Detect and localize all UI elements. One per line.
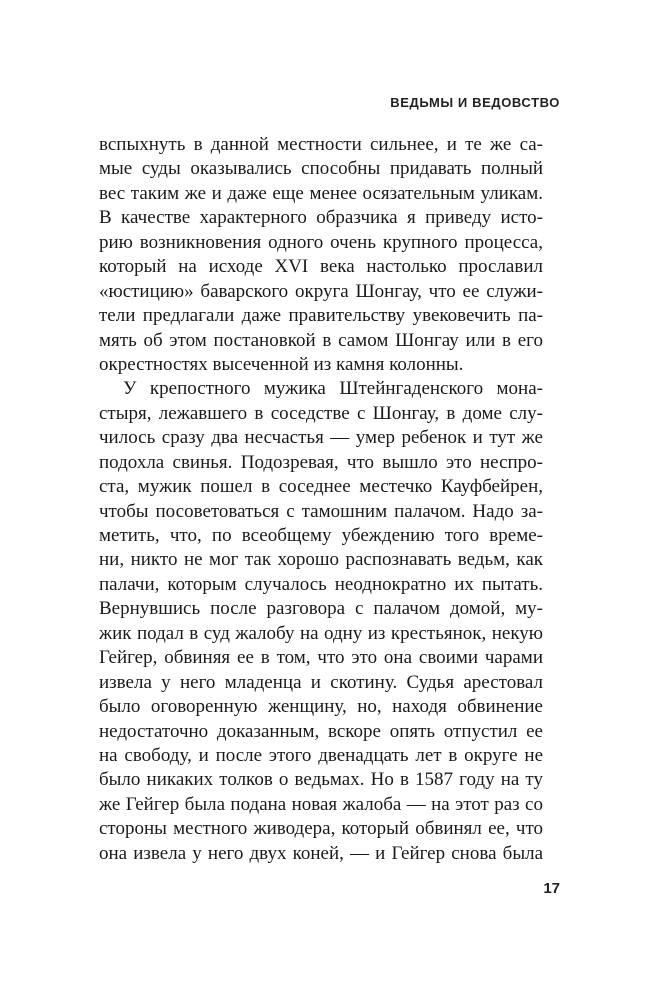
- text-line: мять об этом постановкой в самом Шонгау или в его: [99, 329, 543, 351]
- text-line: вспыхнуть в данной местности сильнее, и те же са-: [99, 134, 543, 155]
- text-line: она извела у него двух коней, — и Гейгер снова была: [99, 842, 543, 864]
- text-line: было оговоренную женщину, но, находя обвинение: [99, 696, 543, 718]
- text-line: «юстицию» баварского округа Шонгау, что ее служи-: [99, 280, 543, 302]
- text-line: чилось сразу два несчастья — умер ребенок и тут же: [99, 427, 543, 449]
- text-line: метить, что, по всеобщему убеждению того време-: [99, 525, 543, 546]
- paragraph-first-line: У крепостного мужика Штейнгаденского мона-: [123, 378, 543, 400]
- text-line: же Гейгер была подана новая жалоба — на этот раз со: [99, 793, 543, 815]
- text-line: стороны местного живодера, который обвинял ее, что: [99, 818, 543, 840]
- text-line: палачи, которым случалось неоднократно их пытать.: [99, 573, 543, 595]
- text-line: мые суды оказывались способны придавать полный: [99, 158, 543, 180]
- body-text: [99, 133, 543, 866]
- text-line: извела у него младенца и скотину. Судья арестовал: [99, 671, 543, 693]
- text-line: стыря, лежавшего в соседстве с Шонгау, в доме слу-: [99, 402, 543, 424]
- text-line: Вернувшись после разговора с палачом домой, му-: [99, 598, 543, 620]
- text-line: который на исходе XVI века настолько прославил: [99, 256, 543, 278]
- text-line: чтобы посоветоваться с тамошним палачом. Надо за-: [99, 500, 543, 522]
- text-line: недостаточно доказанным, вскоре опять отпустил ее: [99, 720, 543, 742]
- text-line: окрестностях высеченной из камня колонны.: [99, 353, 464, 375]
- text-line: Гейгер, обвиняя ее в том, что это она своими чарами: [99, 647, 543, 669]
- running-header: ВЕДЬМЫ И ВЕДОВСТВО: [390, 95, 560, 110]
- text-line: тели предлагали даже правительству увековечить па-: [99, 305, 543, 327]
- text-line: вес таким же и даже еще менее осязательным уликам.: [99, 182, 543, 204]
- text-line: ста, мужик пошел в соседнее местечко Кауфбейрен,: [99, 476, 543, 498]
- text-line: В качестве характерного образчика я приведу исто-: [99, 207, 543, 229]
- text-line: на свободу, и после этого двенадцать лет в округе не: [99, 744, 543, 766]
- text-line: ни, никто не мог так хорошо распознавать ведьм, как: [99, 549, 543, 571]
- text-line: рию возникновения одного очень крупного процесса,: [99, 231, 543, 253]
- page-number: 17: [543, 880, 560, 897]
- text-line: жик подал в суд жалобу на одну из крестьянок, некую: [99, 622, 543, 644]
- text-line: подохла свинья. Подозревая, что вышло это неспро-: [99, 451, 543, 473]
- text-line: было никаких толков о ведьмах. Но в 1587 году на ту: [99, 769, 543, 791]
